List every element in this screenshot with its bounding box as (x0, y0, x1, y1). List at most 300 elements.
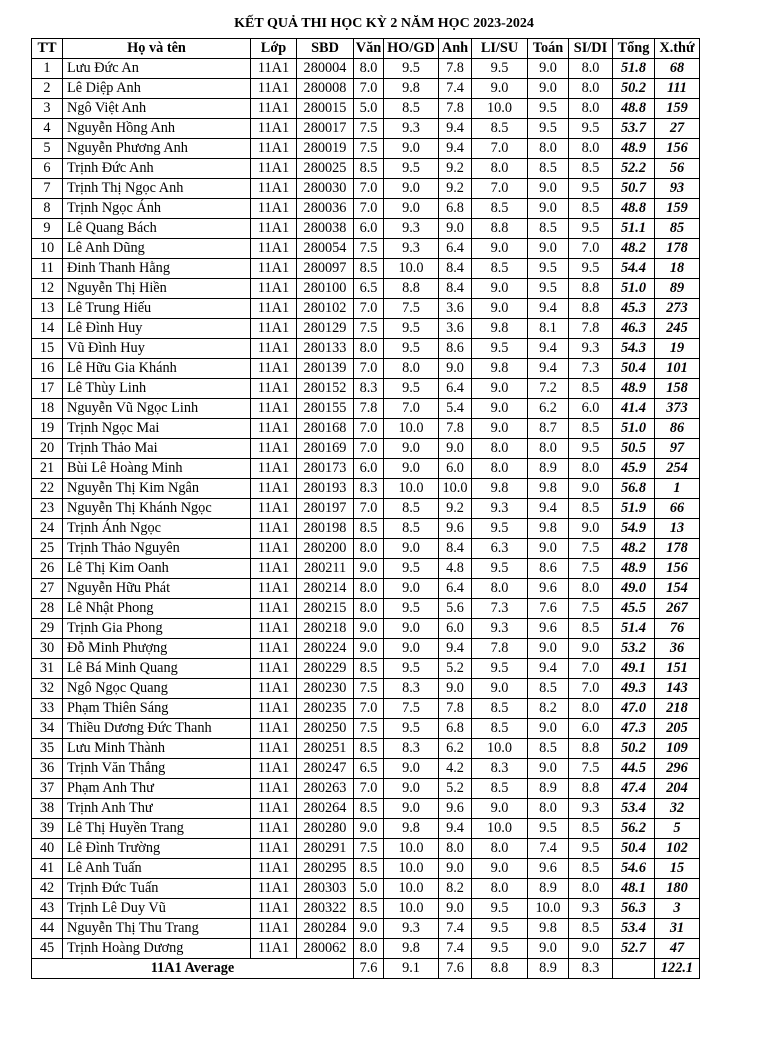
table-row (32, 419, 700, 439)
ho-gd-cell: 9.5 (384, 319, 439, 339)
table-row (32, 59, 700, 79)
tt-cell: 26 (32, 559, 63, 579)
toan-cell: 8.7 (528, 419, 569, 439)
rank-cell: 76 (655, 619, 700, 639)
toan-cell: 8.6 (528, 559, 569, 579)
rank-cell: 218 (655, 699, 700, 719)
table-row (32, 279, 700, 299)
van-cell: 7.0 (354, 439, 384, 459)
anh-cell: 9.0 (439, 439, 472, 459)
name-cell: Trịnh Thảo Mai (63, 439, 251, 459)
sbd-cell: 280017 (297, 119, 354, 139)
class-cell: 11A1 (251, 119, 297, 139)
li-su-cell: 10.0 (472, 739, 528, 759)
si-di-cell: 8.5 (569, 159, 613, 179)
rank-cell: 97 (655, 439, 700, 459)
sbd-cell: 280152 (297, 379, 354, 399)
li-su-cell: 7.3 (472, 599, 528, 619)
rank-cell: 111 (655, 79, 700, 99)
toan-cell: 9.0 (528, 79, 569, 99)
li-su-cell: 8.0 (472, 879, 528, 899)
class-cell: 11A1 (251, 399, 297, 419)
toan-cell: 6.2 (528, 399, 569, 419)
li-su-cell: 9.5 (472, 939, 528, 959)
toan-cell: 9.8 (528, 479, 569, 499)
toan-cell: 9.0 (528, 639, 569, 659)
name-cell: Lê Nhật Phong (63, 599, 251, 619)
rank-cell: 68 (655, 59, 700, 79)
tt-cell: 38 (32, 799, 63, 819)
class-cell: 11A1 (251, 159, 297, 179)
class-cell: 11A1 (251, 379, 297, 399)
ho-gd-cell: 9.5 (384, 379, 439, 399)
class-cell: 11A1 (251, 739, 297, 759)
sbd-cell: 280198 (297, 519, 354, 539)
tt-cell: 2 (32, 79, 63, 99)
si-di-cell: 9.5 (569, 259, 613, 279)
toan-cell: 8.0 (528, 439, 569, 459)
si-di-cell: 8.8 (569, 279, 613, 299)
toan-cell: 9.0 (528, 759, 569, 779)
si-di-cell: 8.5 (569, 379, 613, 399)
ho-gd-cell: 8.0 (384, 359, 439, 379)
sbd-cell: 280025 (297, 159, 354, 179)
li-su-cell: 9.5 (472, 559, 528, 579)
toan-cell: 8.9 (528, 879, 569, 899)
table-row (32, 779, 700, 799)
rank-cell: 178 (655, 239, 700, 259)
li-su-cell: 8.3 (472, 759, 528, 779)
anh-cell: 3.6 (439, 319, 472, 339)
ho-gd-cell: 10.0 (384, 839, 439, 859)
rank-cell: 180 (655, 879, 700, 899)
si-di-cell: 7.5 (569, 599, 613, 619)
ho-gd-cell: 10.0 (384, 479, 439, 499)
si-di-cell: 8.5 (569, 619, 613, 639)
li-su-cell: 9.0 (472, 419, 528, 439)
total-cell: 47.0 (613, 699, 655, 719)
name-cell: Lê Diệp Anh (63, 79, 251, 99)
si-di-cell: 8.8 (569, 739, 613, 759)
tt-cell: 1 (32, 59, 63, 79)
class-cell: 11A1 (251, 79, 297, 99)
tt-cell: 16 (32, 359, 63, 379)
class-cell: 11A1 (251, 439, 297, 459)
total-cell: 48.8 (613, 99, 655, 119)
toan-cell: 9.8 (528, 519, 569, 539)
van-cell: 6.5 (354, 759, 384, 779)
total-cell: 53.4 (613, 799, 655, 819)
tt-cell: 23 (32, 499, 63, 519)
class-cell: 11A1 (251, 799, 297, 819)
tt-cell: 21 (32, 459, 63, 479)
sbd-cell: 280263 (297, 779, 354, 799)
toan-cell: 8.0 (528, 799, 569, 819)
si-di-cell: 8.0 (569, 139, 613, 159)
ho-gd-cell: 9.0 (384, 179, 439, 199)
sbd-cell: 280173 (297, 459, 354, 479)
van-cell: 9.0 (354, 619, 384, 639)
class-cell: 11A1 (251, 779, 297, 799)
anh-cell: 6.0 (439, 459, 472, 479)
ho-gd-cell: 8.8 (384, 279, 439, 299)
name-cell: Trịnh Ngọc Ánh (63, 199, 251, 219)
name-cell: Nguyễn Phương Anh (63, 139, 251, 159)
total-cell: 48.2 (613, 239, 655, 259)
sbd-cell: 280100 (297, 279, 354, 299)
toan-cell: 9.0 (528, 539, 569, 559)
tt-cell: 42 (32, 879, 63, 899)
toan-cell: 9.0 (528, 59, 569, 79)
table-row (32, 899, 700, 919)
li-su-cell: 7.0 (472, 179, 528, 199)
average-cell (613, 959, 655, 979)
rank-cell: 93 (655, 179, 700, 199)
col-header-anh: Anh (439, 39, 472, 59)
total-cell: 53.2 (613, 639, 655, 659)
sbd-cell: 280054 (297, 239, 354, 259)
anh-cell: 5.2 (439, 779, 472, 799)
tt-cell: 35 (32, 739, 63, 759)
table-row (32, 139, 700, 159)
van-cell: 8.0 (354, 539, 384, 559)
tt-cell: 34 (32, 719, 63, 739)
class-cell: 11A1 (251, 179, 297, 199)
li-su-cell: 9.0 (472, 299, 528, 319)
anh-cell: 9.2 (439, 179, 472, 199)
total-cell: 56.8 (613, 479, 655, 499)
table-row (32, 559, 700, 579)
anh-cell: 5.4 (439, 399, 472, 419)
anh-cell: 8.0 (439, 839, 472, 859)
tt-cell: 7 (32, 179, 63, 199)
anh-cell: 3.6 (439, 299, 472, 319)
anh-cell: 7.8 (439, 59, 472, 79)
tt-cell: 18 (32, 399, 63, 419)
class-cell: 11A1 (251, 59, 297, 79)
total-cell: 50.5 (613, 439, 655, 459)
ho-gd-cell: 9.5 (384, 339, 439, 359)
li-su-cell: 9.8 (472, 359, 528, 379)
rank-cell: 66 (655, 499, 700, 519)
total-cell: 54.6 (613, 859, 655, 879)
rank-cell: 47 (655, 939, 700, 959)
tt-cell: 44 (32, 919, 63, 939)
toan-cell: 9.5 (528, 99, 569, 119)
anh-cell: 9.4 (439, 119, 472, 139)
anh-cell: 6.4 (439, 579, 472, 599)
name-cell: Nguyễn Hữu Phát (63, 579, 251, 599)
toan-cell: 9.6 (528, 619, 569, 639)
li-su-cell: 9.8 (472, 479, 528, 499)
total-cell: 51.0 (613, 419, 655, 439)
toan-cell: 8.5 (528, 739, 569, 759)
rank-cell: 101 (655, 359, 700, 379)
name-cell: Nguyễn Vũ Ngọc Linh (63, 399, 251, 419)
ho-gd-cell: 9.0 (384, 799, 439, 819)
tt-cell: 25 (32, 539, 63, 559)
table-row (32, 539, 700, 559)
class-cell: 11A1 (251, 859, 297, 879)
si-di-cell: 8.5 (569, 859, 613, 879)
tt-cell: 10 (32, 239, 63, 259)
si-di-cell: 7.8 (569, 319, 613, 339)
total-cell: 50.4 (613, 839, 655, 859)
li-su-cell: 9.0 (472, 279, 528, 299)
li-su-cell: 9.5 (472, 339, 528, 359)
ho-gd-cell: 9.0 (384, 619, 439, 639)
tt-cell: 24 (32, 519, 63, 539)
ho-gd-cell: 9.8 (384, 939, 439, 959)
li-su-cell: 9.0 (472, 399, 528, 419)
class-cell: 11A1 (251, 359, 297, 379)
tt-cell: 27 (32, 579, 63, 599)
li-su-cell: 8.5 (472, 699, 528, 719)
anh-cell: 7.8 (439, 419, 472, 439)
table-row (32, 759, 700, 779)
li-su-cell: 9.5 (472, 519, 528, 539)
ho-gd-cell: 9.0 (384, 579, 439, 599)
ho-gd-cell: 9.3 (384, 919, 439, 939)
tt-cell: 4 (32, 119, 63, 139)
van-cell: 9.0 (354, 559, 384, 579)
table-row (32, 819, 700, 839)
sbd-cell: 280030 (297, 179, 354, 199)
van-cell: 7.0 (354, 699, 384, 719)
rank-cell: 204 (655, 779, 700, 799)
si-di-cell: 7.5 (569, 539, 613, 559)
li-su-cell: 8.5 (472, 779, 528, 799)
toan-cell: 8.5 (528, 679, 569, 699)
van-cell: 8.5 (354, 159, 384, 179)
total-cell: 53.4 (613, 919, 655, 939)
li-su-cell: 9.0 (472, 379, 528, 399)
class-cell: 11A1 (251, 199, 297, 219)
anh-cell: 7.4 (439, 919, 472, 939)
li-su-cell: 10.0 (472, 819, 528, 839)
toan-cell: 9.4 (528, 339, 569, 359)
van-cell: 7.0 (354, 499, 384, 519)
ho-gd-cell: 9.3 (384, 119, 439, 139)
li-su-cell: 9.8 (472, 319, 528, 339)
results-table (31, 38, 700, 979)
class-cell: 11A1 (251, 919, 297, 939)
tt-cell: 31 (32, 659, 63, 679)
toan-cell: 9.0 (528, 239, 569, 259)
name-cell: Lưu Đức An (63, 59, 251, 79)
tt-cell: 33 (32, 699, 63, 719)
anh-cell: 9.2 (439, 499, 472, 519)
si-di-cell: 8.0 (569, 99, 613, 119)
van-cell: 5.0 (354, 879, 384, 899)
class-cell: 11A1 (251, 819, 297, 839)
total-cell: 51.8 (613, 59, 655, 79)
ho-gd-cell: 9.5 (384, 719, 439, 739)
rank-cell: 19 (655, 339, 700, 359)
tt-cell: 15 (32, 339, 63, 359)
table-row (32, 619, 700, 639)
table-row (32, 519, 700, 539)
rank-cell: 158 (655, 379, 700, 399)
toan-cell: 9.5 (528, 819, 569, 839)
table-row (32, 459, 700, 479)
col-header-rank: X.thứ (655, 39, 700, 59)
sbd-cell: 280211 (297, 559, 354, 579)
total-cell: 50.4 (613, 359, 655, 379)
si-di-cell: 9.5 (569, 839, 613, 859)
rank-cell: 3 (655, 899, 700, 919)
ho-gd-cell: 7.0 (384, 399, 439, 419)
van-cell: 7.5 (354, 319, 384, 339)
li-su-cell: 8.0 (472, 839, 528, 859)
tt-cell: 30 (32, 639, 63, 659)
class-cell: 11A1 (251, 419, 297, 439)
class-cell: 11A1 (251, 679, 297, 699)
si-di-cell: 6.0 (569, 399, 613, 419)
table-row (32, 859, 700, 879)
rank-cell: 102 (655, 839, 700, 859)
tt-cell: 5 (32, 139, 63, 159)
name-cell: Trịnh Đức Anh (63, 159, 251, 179)
total-cell: 45.3 (613, 299, 655, 319)
toan-cell: 8.9 (528, 779, 569, 799)
ho-gd-cell: 9.0 (384, 779, 439, 799)
tt-cell: 11 (32, 259, 63, 279)
anh-cell: 6.4 (439, 239, 472, 259)
van-cell: 7.5 (354, 239, 384, 259)
rank-cell: 151 (655, 659, 700, 679)
sbd-cell: 280004 (297, 59, 354, 79)
class-cell: 11A1 (251, 539, 297, 559)
average-cell: 9.1 (384, 959, 439, 979)
sbd-cell: 280284 (297, 919, 354, 939)
name-cell: Lưu Minh Thành (63, 739, 251, 759)
si-di-cell: 7.0 (569, 239, 613, 259)
name-cell: Lê Đình Trường (63, 839, 251, 859)
total-cell: 47.4 (613, 779, 655, 799)
name-cell: Đỗ Minh Phượng (63, 639, 251, 659)
total-cell: 50.2 (613, 739, 655, 759)
table-row (32, 579, 700, 599)
van-cell: 8.3 (354, 379, 384, 399)
col-header-name: Họ và tên (63, 39, 251, 59)
sbd-cell: 280062 (297, 939, 354, 959)
total-cell: 51.1 (613, 219, 655, 239)
total-cell: 48.8 (613, 199, 655, 219)
ho-gd-cell: 9.5 (384, 559, 439, 579)
van-cell: 7.8 (354, 399, 384, 419)
class-cell: 11A1 (251, 699, 297, 719)
li-su-cell: 7.0 (472, 139, 528, 159)
class-cell: 11A1 (251, 139, 297, 159)
toan-cell: 9.4 (528, 299, 569, 319)
name-cell: Thiều Dương Đức Thanh (63, 719, 251, 739)
rank-cell: 56 (655, 159, 700, 179)
ho-gd-cell: 8.5 (384, 499, 439, 519)
table-row (32, 299, 700, 319)
total-cell: 48.2 (613, 539, 655, 559)
average-label: 11A1 Average (32, 959, 354, 979)
tt-cell: 45 (32, 939, 63, 959)
li-su-cell: 10.0 (472, 99, 528, 119)
ho-gd-cell: 8.3 (384, 739, 439, 759)
van-cell: 7.5 (354, 719, 384, 739)
van-cell: 7.5 (354, 679, 384, 699)
anh-cell: 9.0 (439, 359, 472, 379)
name-cell: Lê Anh Dũng (63, 239, 251, 259)
class-cell: 11A1 (251, 599, 297, 619)
tt-cell: 36 (32, 759, 63, 779)
anh-cell: 9.0 (439, 219, 472, 239)
si-di-cell: 8.0 (569, 699, 613, 719)
sbd-cell: 280139 (297, 359, 354, 379)
total-cell: 51.9 (613, 499, 655, 519)
average-row (32, 959, 700, 979)
class-cell: 11A1 (251, 759, 297, 779)
ho-gd-cell: 10.0 (384, 899, 439, 919)
table-row (32, 239, 700, 259)
van-cell: 7.5 (354, 139, 384, 159)
anh-cell: 6.0 (439, 619, 472, 639)
table-row (32, 79, 700, 99)
ho-gd-cell: 9.0 (384, 199, 439, 219)
total-cell: 54.9 (613, 519, 655, 539)
sbd-cell: 280295 (297, 859, 354, 879)
sbd-cell: 280229 (297, 659, 354, 679)
toan-cell: 9.0 (528, 939, 569, 959)
ho-gd-cell: 8.5 (384, 519, 439, 539)
anh-cell: 8.2 (439, 879, 472, 899)
si-di-cell: 9.0 (569, 519, 613, 539)
li-su-cell: 8.0 (472, 579, 528, 599)
total-cell: 41.4 (613, 399, 655, 419)
toan-cell: 7.2 (528, 379, 569, 399)
rank-cell: 159 (655, 199, 700, 219)
name-cell: Lê Anh Tuấn (63, 859, 251, 879)
si-di-cell: 8.0 (569, 579, 613, 599)
toan-cell: 8.5 (528, 219, 569, 239)
van-cell: 8.5 (354, 659, 384, 679)
ho-gd-cell: 9.3 (384, 219, 439, 239)
rank-cell: 205 (655, 719, 700, 739)
ho-gd-cell: 10.0 (384, 419, 439, 439)
rank-cell: 109 (655, 739, 700, 759)
rank-cell: 143 (655, 679, 700, 699)
name-cell: Phạm Anh Thư (63, 779, 251, 799)
si-di-cell: 9.3 (569, 339, 613, 359)
total-cell: 44.5 (613, 759, 655, 779)
total-cell: 46.3 (613, 319, 655, 339)
header-row (32, 39, 700, 59)
ho-gd-cell: 9.0 (384, 539, 439, 559)
col-header-van: Văn (354, 39, 384, 59)
table-row (32, 699, 700, 719)
table-row (32, 219, 700, 239)
table-row (32, 639, 700, 659)
tt-cell: 28 (32, 599, 63, 619)
toan-cell: 8.1 (528, 319, 569, 339)
si-di-cell: 9.0 (569, 479, 613, 499)
ho-gd-cell: 10.0 (384, 879, 439, 899)
van-cell: 7.0 (354, 199, 384, 219)
van-cell: 8.5 (354, 739, 384, 759)
van-cell: 8.5 (354, 859, 384, 879)
rank-cell: 86 (655, 419, 700, 439)
total-cell: 54.3 (613, 339, 655, 359)
col-header-li-su: LI/SU (472, 39, 528, 59)
class-cell: 11A1 (251, 619, 297, 639)
toan-cell: 9.4 (528, 499, 569, 519)
